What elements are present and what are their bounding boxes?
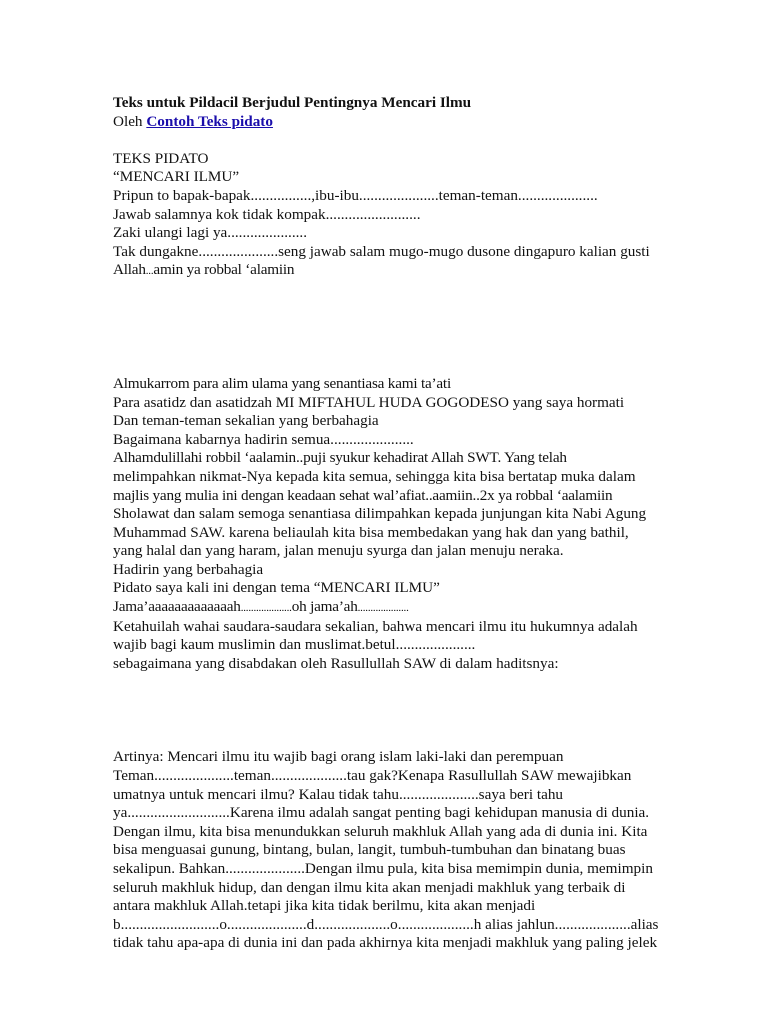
spacer	[113, 673, 728, 748]
section3-line: Teman.....................teman....................tau gak?Kenapa Rasullullah SAW mewajibkan	[113, 767, 632, 785]
section2-line: Almukarrom para alim ulama yang senantiasa kami ta’ati	[113, 374, 451, 392]
section2-line: melimpahkan nikmat-Nya kepada kita semua, sehingga kita bisa bertatap muka dalam	[113, 467, 636, 485]
section2-line: Muhammad SAW. karena beliaulah kita bisa membedakan yang hak dan yang bathil,	[113, 523, 629, 541]
spacer	[113, 281, 728, 375]
section2-line: Dan teman-teman sekalian yang berbahagia	[113, 412, 379, 430]
section3-line: b..........................o.....................d....................o....................h alias jahlun....................alias	[113, 915, 659, 933]
allah-text: Allah	[113, 261, 146, 279]
section1-line: Tak dungakne.....................seng jawab salam mugo-mugo dusone dingapuro kalian gusti	[113, 242, 650, 260]
dots: ....................	[357, 602, 409, 615]
dots: ....................	[240, 602, 292, 615]
amin-text: amin ya robbal ‘alamiin	[153, 261, 295, 279]
dots: ...	[145, 265, 154, 278]
section2-line: wajib bagi kaum muslimin dan muslimat.betul.....................	[113, 636, 476, 654]
jamaah-call: Jama’aaaaaaaaaaaaah	[113, 598, 241, 616]
byline	[113, 113, 728, 132]
section2-line: Bagaimana kabarnya hadirin semua......................	[113, 430, 414, 448]
section1-line-last	[113, 261, 728, 281]
section3-line: Artinya: Mencari ilmu itu wajib bagi orang islam laki-laki dan perempuan	[113, 748, 564, 766]
section2-line: Hadirin yang berbahagia	[113, 560, 264, 578]
byline-prefix: Oleh	[113, 112, 147, 130]
section1-line: “MENCARI ILMU”	[113, 168, 240, 186]
section1-line: TEKS PIDATO	[113, 149, 209, 167]
section1-line: Pripun to bapak-bapak................,ibu-ibu.....................teman-teman.....................	[113, 186, 598, 204]
section2-line: sebagaimana yang disabdakan oleh Rasullullah SAW di dalam haditsnya:	[113, 654, 559, 672]
section2-line: Alhamdulillahi robbil ‘aalamin..puji syukur kehadirat Allah SWT. Yang telah	[113, 449, 567, 467]
section2-line: Ketahuilah wahai saudara-saudara sekalian, bahwa mencari ilmu itu hukumnya adalah	[113, 617, 638, 635]
section1-line: Zaki ulangi lagi ya.....................	[113, 224, 308, 242]
section3-line: bisa menguasai gunung, bintang, bulan, langit, tumbuh-tumbuhan dan binatang buas	[113, 841, 626, 859]
section3-line: umatnya untuk mencari ilmu? Kalau tidak tahu.....................saya beri tahu	[113, 785, 564, 803]
spacer	[113, 131, 728, 150]
section2-line: Para asatidz dan asatidzah MI MIFTAHUL HUDA GOGODESO yang saya hormati	[113, 393, 625, 411]
section3-line: sekalipun. Bahkan.....................Dengan ilmu pula, kita bisa memimpin dunia, memimpin	[113, 860, 653, 877]
section2-line: Sholawat dan salam semoga senantiasa dilimpahkan kepada junjungan kita Nabi Agung	[113, 505, 647, 523]
section2-line: Pidato saya kali ini dengan tema “MENCARI ILMU”	[113, 579, 440, 597]
byline-link[interactable]: Contoh Teks pidato	[146, 112, 273, 130]
document-title: Teks untuk Pildacil Berjudul Pentingnya Mencari Ilmu	[113, 94, 472, 111]
section2-line: majlis yang mulia ini dengan keadaan sehat wal’afiat..aamiin..2x ya robbal ‘aalamiin	[113, 486, 613, 504]
section3-line: Dengan ilmu, kita bisa menundukkan seluruh makhluk Allah yang ada di dunia ini. Kita	[113, 822, 648, 840]
section1-line: Jawab salamnya kok tidak kompak.........................	[113, 205, 421, 223]
section3-line: antara makhluk Allah.tetapi jika kita tidak berilmu, kita akan menjadi	[113, 897, 536, 915]
section3-line: tidak tahu apa-apa di dunia ini dan pada akhirnya kita menjadi makhluk yang paling jelek	[113, 934, 658, 952]
jamaah-response: oh jama’ah	[291, 598, 358, 616]
section3-line: ya...........................Karena ilmu adalah sangat penting bagi kehidupan manusia di dunia.	[113, 804, 650, 822]
section3-line: seluruh makhluk hidup, dan dengan ilmu kita akan menjadi makhluk yang terbaik di	[113, 878, 626, 896]
section2-line: yang halal dan yang haram, jalan menuju syurga dan jalan menuju neraka.	[113, 542, 564, 560]
section2-jamaah-line	[113, 598, 728, 618]
